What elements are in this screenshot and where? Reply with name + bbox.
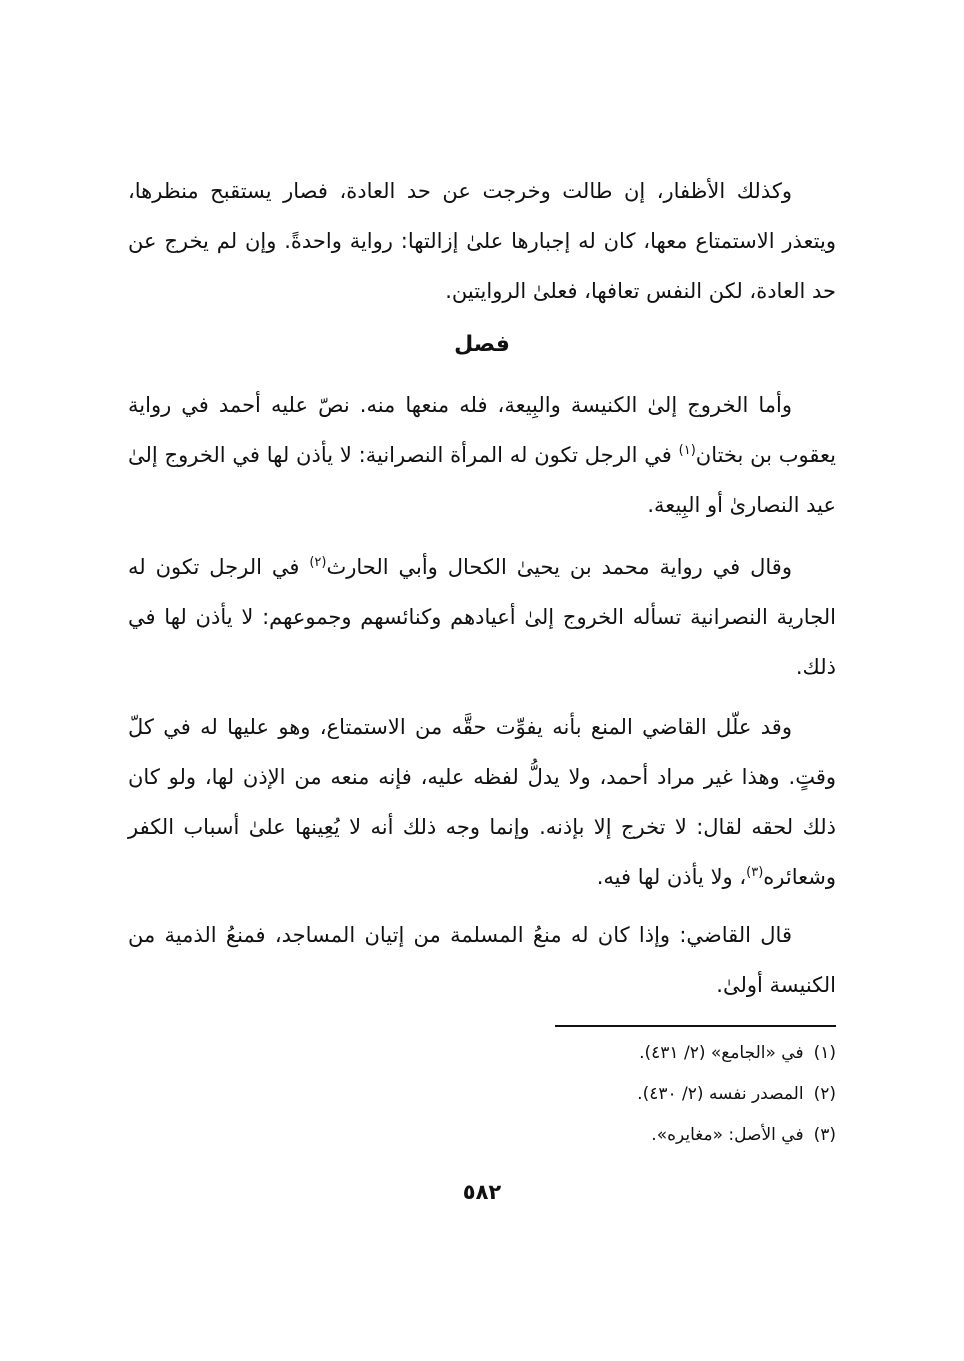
paragraph-4 [128, 702, 836, 902]
paragraph-2 [128, 380, 836, 530]
paragraph-5 [128, 910, 836, 1010]
paragraph-3-text-a: وقال في رواية محمد بن يحيىٰ الكحال وأبي الحارث [326, 555, 792, 579]
footnote-ref-2: (٢) [309, 555, 327, 570]
footnote-ref-3: (٣) [746, 865, 764, 880]
footnote-item [400, 1074, 836, 1115]
paragraph-3 [128, 542, 836, 692]
paragraph-2-text-a: وأما الخروج إلىٰ الكنيسة والبِيعة، فله منعها منه. نصّ عليه أحمد في رواية يعقوب بن بختان [128, 393, 836, 467]
footnote-number: (٢) [813, 1084, 836, 1104]
footnotes-list [400, 1033, 836, 1156]
footnote-item [400, 1033, 836, 1074]
footnote-ref-1: (١) [678, 443, 696, 458]
paragraph-3-text-b: في الرجل تكون له الجارية النصرانية تسأله الخروج إلىٰ أعيادهم وكنائسهم وجموعهم: لا يأذن لها في ذلك. [128, 555, 836, 679]
footnote-number: (٣) [813, 1125, 836, 1145]
footnote-text: في «الجامع» (٢/ ٤٣١). [639, 1043, 804, 1063]
paragraph-4-text-b: ، ولا يأذن لها فيه. [596, 865, 747, 889]
paragraph-2-text-b: في الرجل تكون له المرأة النصرانية: لا يأذن لها في الخروج إلىٰ عيد النصارىٰ أو البِيعة. [128, 443, 836, 517]
footnote-item [400, 1115, 836, 1156]
paragraph-4-text-a: وقد علّل القاضي المنع بأنه يفوِّت حقَّه من الاستمتاع، وهو عليها له في كلّ وقتٍ. وهذا غير مراد أحمد، ولا يدلُّ لفظه عليه، فإنه منعه من الإذن لها، ولو كان ذلك لحقه لقال: لا تخرج إلا بإذنه. وإنما وجه ذلك أنه لا يُعِينها علىٰ أسباب الكفر وشعائره [128, 715, 836, 889]
page-number: ٥٨٢ [462, 1180, 502, 1204]
footnote-number: (١) [813, 1043, 836, 1063]
paragraph-5-text: قال القاضي: وإذا كان له منعُ المسلمة من إتيان المساجد، فمنعُ الذمية من الكنيسة أولىٰ. [128, 923, 836, 997]
footnote-text: في الأصل: «مغايره». [651, 1125, 804, 1145]
paragraph-1-text: وكذلك الأظفار، إن طالت وخرجت عن حد العادة، فصار يستقبح منظرها، ويتعذر الاستمتاع معها، كان له إجبارها علىٰ إزالتها: رواية واحدةً. وإن لم يخرج عن حد العادة، لكن النفس تعافها، فعلىٰ الروايتين. [128, 179, 836, 303]
footnote-separator [555, 1025, 836, 1027]
paragraph-1 [128, 166, 836, 316]
section-heading: فصل [454, 332, 510, 357]
footnote-text: المصدر نفسه (٢/ ٤٣٠). [637, 1084, 804, 1104]
